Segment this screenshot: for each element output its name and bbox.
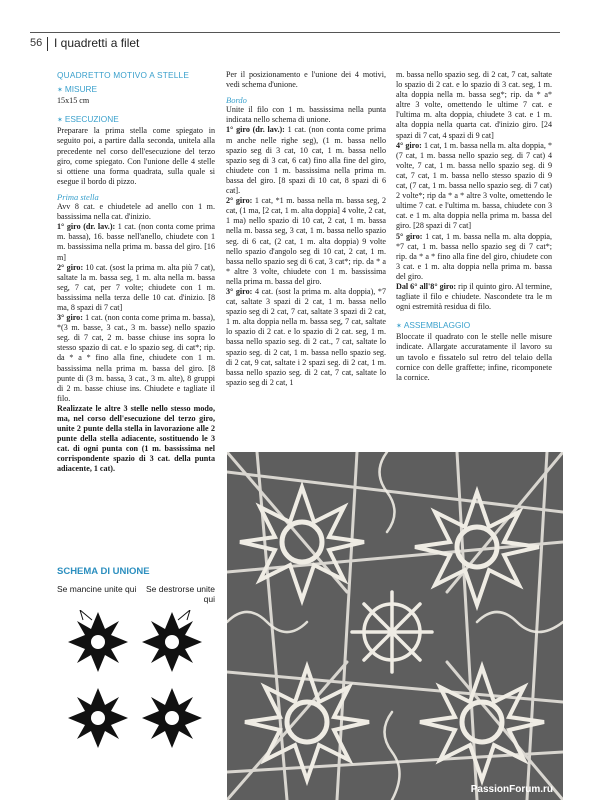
column-3	[396, 70, 552, 383]
schema-title: SCHEMA DI UNIONE	[57, 566, 150, 577]
bordo-heading: Bordo	[226, 95, 247, 106]
assemblaggio-heading: ✶ ASSEMBLAGGIO	[396, 320, 471, 331]
intro-text: Per il posizionamento e l'unione dei 4 motivi, vedi schema d'unione.	[226, 70, 386, 90]
bordo-giro-5: 5° giro: 1 cat, 1 m. bassa nella m. alta doppia, *7 cat, 1 m. bassa nello spazio seg di 7 cat*; rip. da * a * fino alla fine del giro, chiudete con 3 cat. e 1 m. alta doppia nella prima m. bassa del giro.	[396, 231, 552, 281]
schema-left-label: Se mancine unite qui	[57, 584, 137, 594]
giro-2: 2° giro: 10 cat. (sost la prima m. alta più 7 cat), saltate la m. bassa seg, 1 m. alta nella m. bassa seg, 7 cat, per 7 volte; chiudete con 1 m. bassissima nella terza delle 10 cat. d'inizio. [8 ma, 8 spazi di 7 cat]	[57, 262, 216, 312]
assemblaggio-text: Bloccate il quadrato con le stelle nelle misure indicate. Allargate accuratamente il lavoro su un tavolo e fissatelo sul retro del telaio della cornice con delle graffette; infine, ricomponete la cornice.	[396, 332, 552, 382]
bordo-text: Unite il filo con 1 m. bassissima nella punta indicata nello schema di unione.	[226, 105, 386, 125]
esecuzione-text: Preparare la prima stella come spiegato in seguito poi, a partire dalla seconda, unitela alla precedente nel corso dell'esecuzione del terzo giro, come spiegato. Con l'unione delle 4 stelle si ottiene una forma quadrata, sulla quale si esegue il bordo di pizzo.	[57, 126, 215, 186]
star-bullet-icon: ✶	[57, 87, 65, 95]
crochet-photo	[227, 452, 563, 800]
giro-3: 3° giro: 1 cat. (non conta come prima m. bassa), *(3 m. basse, 3 cat., 3 m. basse) nello spazio seg. di 7 cat, 2 m. basse chiuse ins sopra lo stesso spazio di cat. e lo spazio seg. di cat*; rip. da * a * fino alla fine, chiudete con 1 m. bassissima nella prima m. bassa del giro. [8 punte di (3 m. bassa, 3 cat., 3 m. alte), 8 gruppi di 2 m. basse chiuse ins. Chiudete e tagliate il filo.	[57, 313, 215, 403]
star-top-right-icon	[142, 612, 202, 672]
avvio-text: Avv 8 cat. e chiudetele ad anello con 1 m. bassissima nella cat. d'inizio.	[57, 202, 215, 222]
bordo-giro-3: 3° giro: 4 cat. (sost la prima m. alta doppia), *7 cat, saltate 3 spazi di 2 cat, 1 m. bassa nello spazio seg di 2 cat, 7 cat, saltate 3 spazi di 2 cat, 1 m. alta doppia nella m. bassa seg, 7 cat, saltate lo spazio di 2 cat. e lo spazio di 2 cat. seg, 1 m. bassa nello spazio seg. di 2 cat., 7 cat, saltate lo spazio seg. di 2 cat, 1 m. bassa nello spazio seg. di 2 cat, 9 cat, saltate i 2 spazi seg. di 2 cat, 1 m. bassa nello spazio seg. di 2 cat, 7 cat, saltate lo spazio seg di 2 cat, 1	[226, 286, 386, 387]
schema-right-label: Se destrorse unite qui	[146, 584, 215, 604]
watermark: PassionForum.ru	[470, 784, 553, 795]
page-header	[30, 32, 560, 54]
bordo-giro-4: 4° giro: 1 cat, 1 m. bassa nella m. alta doppia, *(7 cat, 1 m. bassa nello spazio seg. di 7 cat) 4 volte, 7 cat, 1 m. bassa nello spazio seg. di 9 cat, 7 cat, 1 m. bassa nello stesso spazio di 9 cat, (7 cat, 1 m. bassa nello spazio seg. di 7 cat) 2 volte*; rip da * a * altre 3 volte, omettendo le ultime 7 cat. e l'ultima m. bassa, chiudete con 3 cat. e 1 m. alta doppia nella prima m. bassa del giro. [28 spazi di 7 cat]	[396, 140, 552, 231]
bordo-giro-6-8: Dal 6° all'8° giro: rip il quinto giro. Al termine, tagliate il filo e chiudete. Nascondete tra le m ogni estremità residua di filo.	[396, 281, 553, 312]
join-arrow-left-icon	[80, 610, 92, 620]
esecuzione-heading: ✶ ESECUZIONE	[57, 114, 119, 125]
running-title: I quadretti a filet	[54, 36, 140, 50]
section-title: QUADRETTO MOTIVO A STELLE	[57, 70, 190, 80]
union-schema-diagram	[50, 610, 220, 760]
page-number: 56	[30, 37, 43, 49]
misure-value: 15x15 cm	[57, 96, 90, 106]
star-top-left-icon	[68, 612, 128, 672]
crochet-motif-image	[227, 452, 563, 800]
bordo-giro-1: 1° giro (dr. lav.): 1 cat. (non conta come prima m anche nelle righe seg), (1 m. bassa nello spazio seg di 3 cat, 10 cat, 1 m. bassa nello spazio seg di 3 cat, 6 cat) fino alla fine del giro, chiudete con 1 m. bassissima nella prima m. bassa del giro. [8 spazi di 10 cat, 8 spazi di 6 cat].	[226, 125, 386, 196]
star-bullet-icon: ✶	[396, 323, 404, 331]
realizzate-text: Realizzate le altre 3 stelle nello stesso modo, ma, nel corso dell'esecuzione del terzo giro, unite 2 punte della stella in lavorazione alle 2 punte della stella adiacente, sostituendo le 3 cat. di ogni punta con (1 m. bassissima nel corrispondente spazio di 3 cat. della punta adiacente, 1 cat).	[57, 403, 215, 474]
giro-1: 1° giro (dr. lav.): 1 cat. (non conta come prima m. bassa), 16. basse nell'anello, chiudete con 1 m. bassissima nella prima m. bassa del giro. [16 m]	[57, 222, 215, 262]
header-divider	[47, 37, 48, 51]
bordo-giro-2: 2° giro: 1 cat, *1 m. bassa nella m. bassa seg, 2 cat, (1 ma, [2 cat, 1 m. alta doppia] 4 volte, 2 cat, 1 ma) nello spazio di 10 cat, 2 cat, 1 m. bassa nella m. bassa seg, 3 cat, 1 m. bassa nello spazio seg. di 6 cat, (2 cat, 1 m. alta doppia) 9 volte nello spazio d'angolo seg di 10 cat, 2 cat, 1 m. bassa nello spazio seg di 6 cat, 3 cat*; rip. da * a * altre 3 volte, chiudete con 1 m. bassissima nella prima m. bassa del giro.	[226, 196, 386, 286]
star-bottom-right-icon	[142, 688, 202, 748]
star-bullet-icon: ✶	[57, 117, 65, 125]
misure-heading: ✶ MISURE	[57, 84, 98, 95]
join-arrow-right-icon	[178, 610, 190, 620]
column-1	[57, 70, 215, 475]
giro-3-continued: m. bassa nello spazio seg. di 2 cat, 7 cat, saltate lo spazio di 2 cat. e lo spazio di 3 cat. seg, 1 m. alta doppia nella m. bassa seg*; rip. da * a* altre 3 volte, omettendo le ultime 7 cat. e l'ultima m. alta doppia, chiudete 3 cat. e 1 m. alta doppia nella quarta cat. d'inizio giro. [24 spazi di 7 cat, 4 spazi di 9 cat]	[396, 70, 552, 140]
prima-stella-heading: Prima stella	[57, 191, 99, 202]
star-bottom-left-icon	[68, 688, 128, 748]
column-2	[226, 70, 386, 388]
